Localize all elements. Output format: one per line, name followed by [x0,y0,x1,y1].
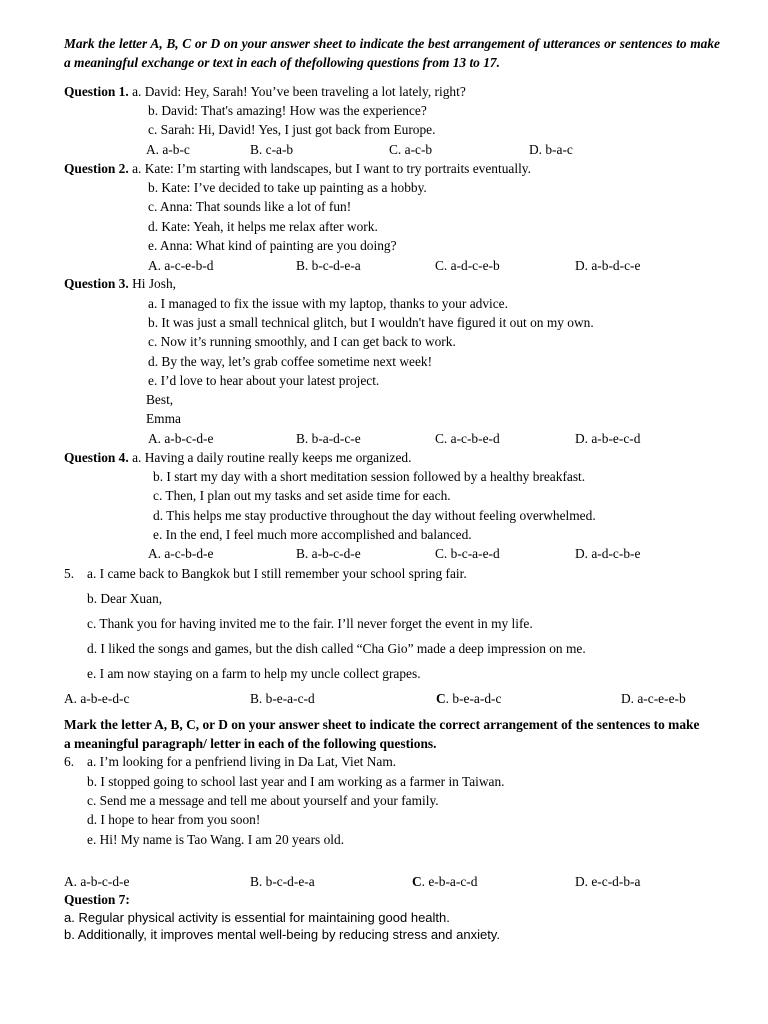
question-3-label: Question 3. [64,276,129,291]
question-7-line-b: b. Additionally, it improves mental well-being by reducing stress and anxiety. [64,927,500,942]
question-5-line-c: c. Thank you for having invited me to the fair. I’ll never forget the event in my life. [87,616,533,631]
question-2-option-a: A. a-c-e-b-d [148,258,214,273]
question-7-line-a: a. Regular physical activity is essential for maintaining good health. [64,910,450,925]
question-6-option-d: D. e-c-d-b-a [575,874,641,889]
instruction-heading-2: Mark the letter A, B, C, or D on your answer sheet to indicate the correct arrangement of the sentences to make a meaningful paragraph/ letter in each of the following questions. [64,717,700,751]
question-6-option-a: A. a-b-c-d-e [64,874,130,889]
question-6-line-a: a. I’m looking for a penfriend living in Da Lat, Viet Nam. [87,754,397,769]
question-6-line-b: b. I stopped going to school last year and I am working as a farmer in Taiwan. [87,774,505,789]
question-1-line-b: b. David: That's amazing! How was the experience? [148,103,427,118]
question-5-number: 5. [64,566,75,581]
question-6-line-d: d. I hope to hear from you soon! [87,812,261,827]
question-3-line-d: d. By the way, let’s grab coffee sometime next week! [148,354,433,369]
question-3-option-c: C. a-c-b-e-d [435,431,500,446]
question-2-label: Question 2. [64,161,129,176]
question-6-number: 6. [64,754,75,769]
instruction-heading-1: Mark the letter A, B, C or D on your answer sheet to indicate the best arrangement of utterances or sentences to make a meaningful exchange or text in each of thefollowing questions from 13 to 17. [64,36,720,70]
question-5-option-d: D. a-c-e-e-b [621,691,686,706]
question-1-label: Question 1. [64,84,129,99]
question-4-line-a: Question 4. a. Having a daily routine really keeps me organized. [64,450,412,465]
question-4-line-c: c. Then, I plan out my tasks and set aside time for each. [153,488,451,503]
question-4-line-b: b. I start my day with a short meditation session followed by a healthy breakfast. [153,469,586,484]
question-2-line-b: b. Kate: I’ve decided to take up painting as a hobby. [148,180,427,195]
question-3-line-c: c. Now it’s running smoothly, and I can get back to work. [148,334,456,349]
question-4-option-b: B. a-b-c-d-e [296,546,361,561]
question-4-line-d: d. This helps me stay productive throughout the day without feeling overwhelmed. [153,508,596,523]
question-6-line-e: e. Hi! My name is Tao Wang. I am 20 years old. [87,832,345,847]
question-5-option-a: A. a-b-e-d-c [64,691,130,706]
question-5-line-a: a. I came back to Bangkok but I still remember your school spring fair. [87,566,467,581]
question-1-option-a: A. a-b-c [146,142,190,157]
question-3-option-b: B. b-a-d-c-e [296,431,361,446]
question-1-line-a: Question 1. a. David: Hey, Sarah! You’ve been traveling a lot lately, right? [64,84,466,99]
question-4-line-e: e. In the end, I feel much more accomplished and balanced. [153,527,472,542]
question-6-option-b: B. b-c-d-e-a [250,874,315,889]
question-2-option-b: B. b-c-d-e-a [296,258,361,273]
question-5-option-b: B. b-e-a-c-d [250,691,315,706]
question-2-option-d: D. a-b-d-c-e [575,258,641,273]
question-3-line-b: b. It was just a small technical glitch, but I wouldn't have figured it out on my own. [148,315,594,330]
question-1-line-c: c. Sarah: Hi, David! Yes, I just got back from Europe. [148,122,436,137]
question-5-line-b: b. Dear Xuan, [87,591,163,606]
question-4-option-c: C. b-c-a-e-d [435,546,500,561]
question-2-line-a: Question 2. a. Kate: I’m starting with landscapes, but I want to try portraits eventually. [64,161,531,176]
question-4-option-d: D. a-d-c-b-e [575,546,641,561]
question-1-option-c: C. a-c-b [389,142,433,157]
question-4-label: Question 4. [64,450,129,465]
question-2-line-c: c. Anna: That sounds like a lot of fun! [148,199,352,214]
question-3-option-d: D. a-b-e-c-d [575,431,641,446]
question-7-label: Question 7: [64,892,130,907]
question-3-closing: Best, [146,392,174,407]
question-4-option-a: A. a-c-b-d-e [148,546,214,561]
question-3-signature: Emma [146,411,181,426]
question-1-option-d: D. b-a-c [529,142,573,157]
question-6-line-c: c. Send me a message and tell me about yourself and your family. [87,793,439,808]
question-3-line-e: e. I’d love to hear about your latest project. [148,373,380,388]
question-1-option-b: B. c-a-b [250,142,294,157]
question-2-option-c: C. a-d-c-e-b [435,258,500,273]
question-2-line-d: d. Kate: Yeah, it helps me relax after work. [148,219,378,234]
question-2-line-e: e. Anna: What kind of painting are you doing? [148,238,397,253]
question-3-greeting: Question 3. Hi Josh, [64,276,176,291]
question-3-option-a: A. a-b-c-d-e [148,431,214,446]
question-5-line-d: d. I liked the songs and games, but the dish called “Cha Gio” made a deep impression on me. [87,641,586,656]
question-6-option-c: C. e-b-a-c-d [412,874,478,889]
question-5-line-e: e. I am now staying on a farm to help my uncle collect grapes. [87,666,421,681]
question-5-option-c: C. b-e-a-d-c [436,691,502,706]
question-3-line-a: a. I managed to fix the issue with my laptop, thanks to your advice. [148,296,508,311]
